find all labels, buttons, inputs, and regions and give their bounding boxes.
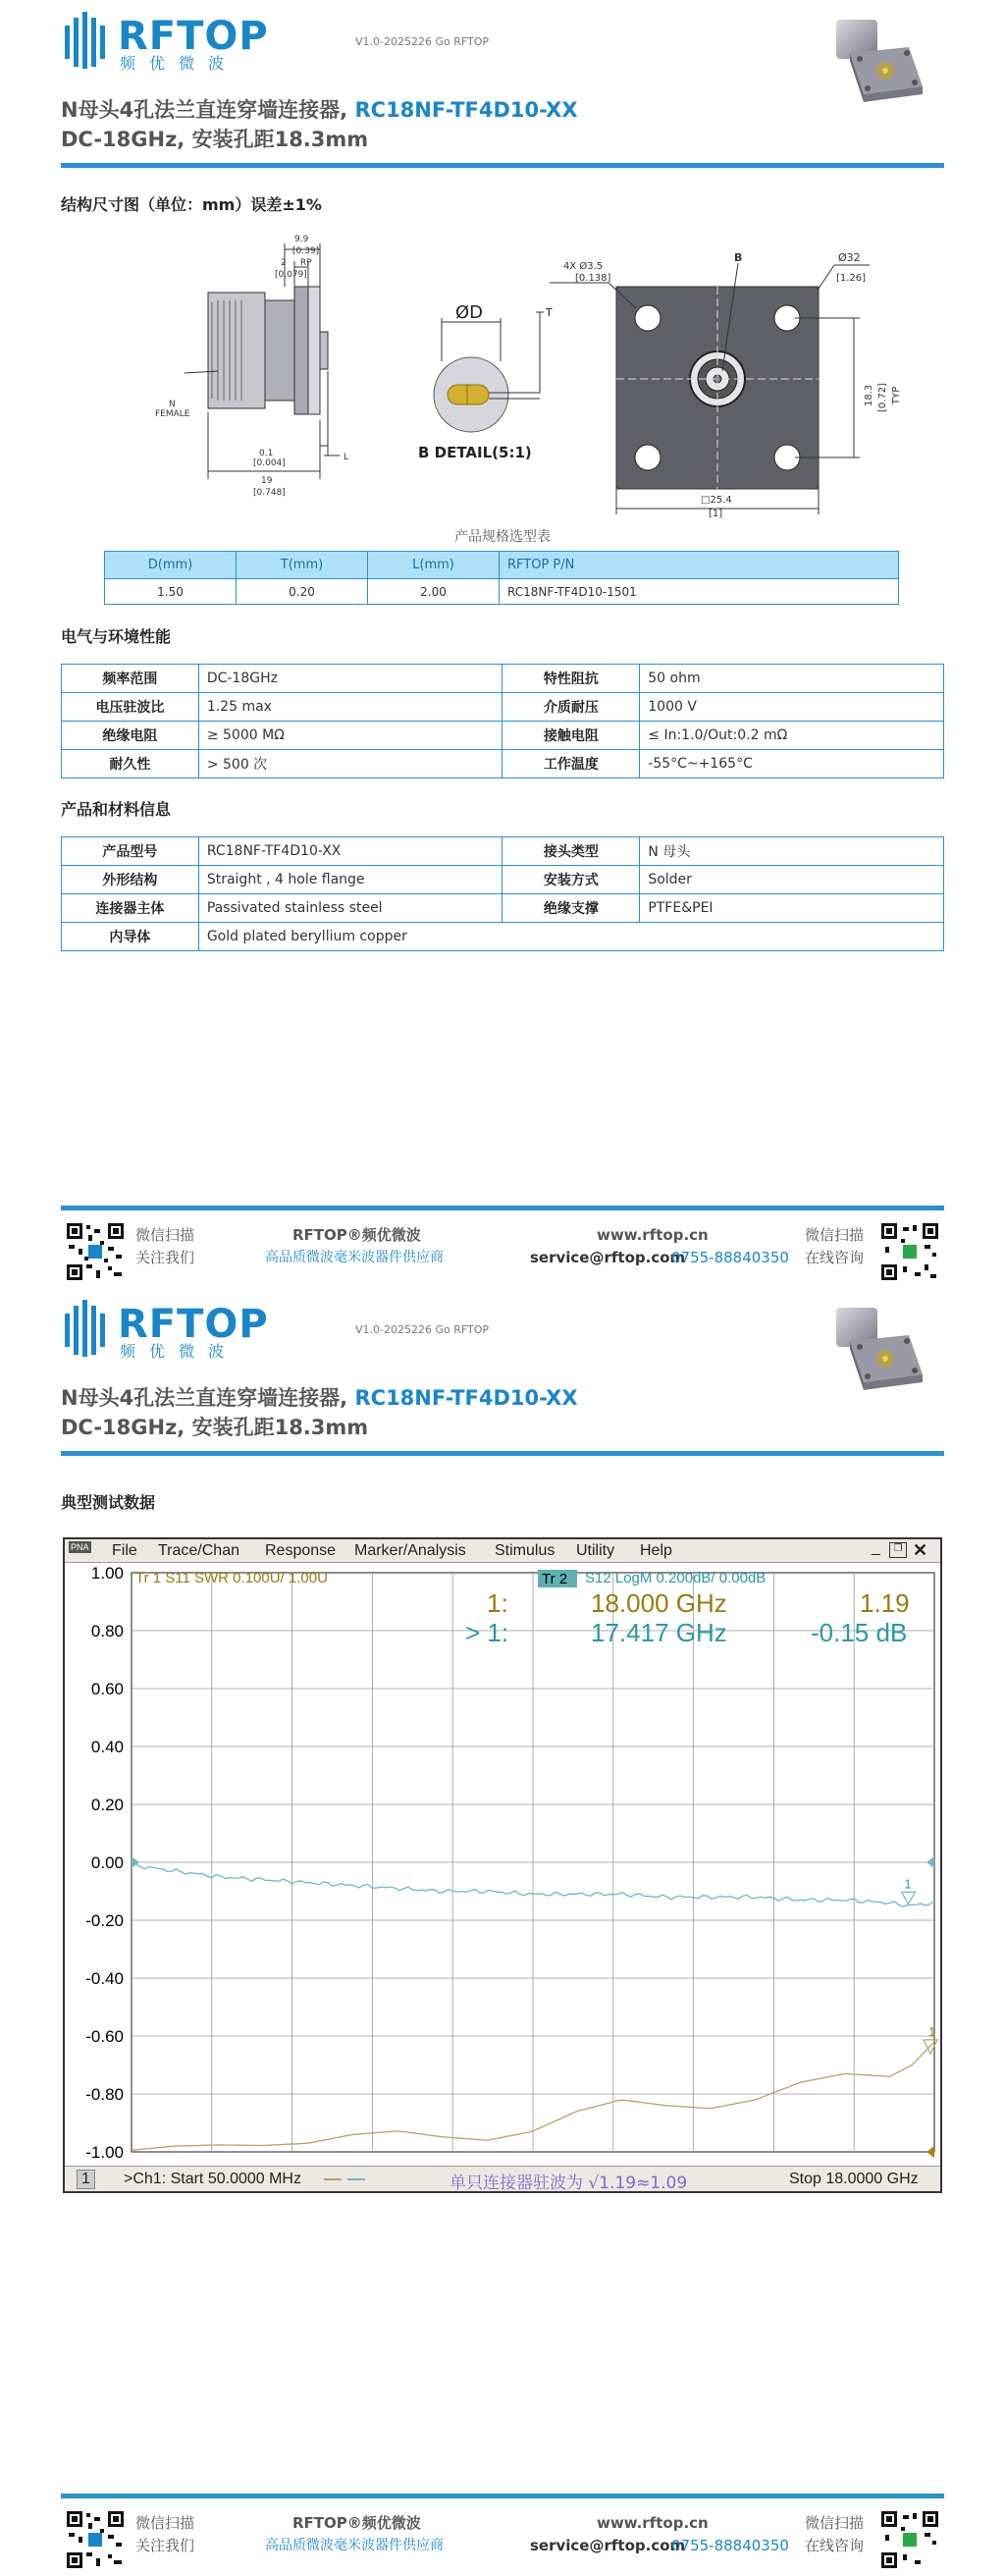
spec-value: 1000 V: [640, 693, 944, 722]
spec-value: 50 ohm: [640, 665, 944, 693]
svg-text:[0.138]: [0.138]: [575, 273, 611, 284]
svg-text:[0.72]: [0.72]: [877, 382, 888, 412]
vswr-note: 单只连接器驻波为 √1.19≈1.09: [450, 2174, 688, 2193]
table-cell: RC18NF-TF4D10-1501: [500, 579, 899, 605]
table-cell: 0.20: [237, 579, 368, 605]
spec-key: 内导体: [62, 923, 199, 951]
table-row: [62, 722, 944, 750]
y-tick-label: -0.80: [85, 2085, 124, 2104]
restore-icon[interactable]: ❐: [889, 1542, 907, 1558]
spec-value: > 500 次: [198, 750, 502, 778]
svg-text:[0.748]: [0.748]: [253, 488, 286, 498]
logo-word: RFTOP: [118, 1302, 269, 1347]
svg-text:T: T: [546, 306, 553, 319]
material-section-title: 产品和材料信息: [61, 800, 172, 819]
svg-text:2: 2: [281, 258, 287, 268]
footer-wechat-scan: 微信扫描: [135, 2514, 195, 2532]
y-tick-label: 0.60: [90, 1680, 124, 1698]
column-header: L(mm): [368, 552, 500, 579]
spec-key: 耐久性: [62, 750, 199, 778]
svg-text:19: 19: [261, 476, 273, 486]
qr-code-consult-icon: [879, 1221, 940, 1282]
vna-app-icon: PNA: [71, 1542, 89, 1552]
footer-wechat-scan-2: 微信扫描: [805, 2514, 865, 2532]
table-row: [62, 837, 944, 866]
side-view: [185, 243, 340, 479]
footer-email[interactable]: service@rftop.com: [530, 2537, 686, 2554]
spec-key: 频率范围: [62, 665, 199, 693]
trace-2-label: S12 LogM 0.200dB/ 0.00dB: [585, 1570, 767, 1586]
svg-text:4X Ø3.5: 4X Ø3.5: [563, 261, 604, 272]
spec-key: 绝缘支撑: [502, 894, 640, 923]
selection-header-row: [105, 552, 899, 579]
spec-key: 绝缘电阻: [62, 722, 199, 750]
detail-view: [418, 302, 553, 461]
svg-text:ØD: ØD: [455, 302, 484, 323]
spec-value: 1.25 max: [198, 693, 502, 722]
vna-screenshot: [63, 1537, 942, 2193]
footer-consult: 在线咨询: [805, 1249, 865, 1266]
footer-consult: 在线咨询: [805, 2537, 865, 2554]
spec-value: Straight , 4 hole flange: [198, 866, 502, 894]
page-subtitle: DC-18GHz, 安装孔距18.3mm: [61, 128, 369, 151]
material-table: [61, 836, 944, 951]
selection-caption: 产品规格选型表: [454, 529, 551, 545]
svg-text:□25.4: □25.4: [701, 495, 732, 506]
svg-text:B: B: [734, 251, 743, 264]
plot-grid: [132, 1573, 934, 2152]
table-row: [62, 923, 944, 951]
vna-status-bar: [65, 2166, 940, 2191]
marker-2-index: > 1:: [465, 1618, 509, 1647]
footer-rule: [61, 2494, 944, 2498]
spec-key: 介质耐压: [502, 693, 640, 722]
svg-text:[0.39]: [0.39]: [292, 246, 320, 256]
column-header: T(mm): [237, 552, 368, 579]
footer-phone: 0755-88840350: [671, 2537, 789, 2554]
spec-key: 接触电阻: [502, 722, 640, 750]
footer-brand: RFTOP®频优微波: [292, 1226, 421, 1244]
y-tick-labels: [85, 1564, 124, 2162]
s11-legend-swatch: [324, 2178, 342, 2180]
svg-text:B DETAIL(5:1): B DETAIL(5:1): [418, 444, 532, 461]
marker-s12-label: 1: [904, 1876, 912, 1892]
selection-table: [104, 551, 899, 605]
marker-2-value: -0.15 dB: [811, 1618, 908, 1647]
footer-email[interactable]: service@rftop.com: [530, 1249, 686, 1266]
footer-wechat-scan-2: 微信扫描: [805, 1226, 865, 1244]
vna-menu-help[interactable]: Help: [640, 1542, 672, 1559]
footer-rule: [61, 1206, 944, 1210]
logo-chinese: 频优微波: [120, 1342, 238, 1361]
spec-key: 产品型号: [62, 837, 199, 866]
footer-phone: 0755-88840350: [671, 1249, 789, 1266]
electrical-section-title: 电气与环境性能: [61, 627, 172, 646]
logo-mark-icon: [61, 12, 116, 69]
y-tick-label: 0.80: [90, 1622, 124, 1640]
vna-menu-trace[interactable]: Trace/Chan: [158, 1542, 239, 1559]
footer-follow-us: 关注我们: [135, 2537, 195, 2554]
minimize-icon[interactable]: _: [872, 1539, 880, 1556]
spec-value: DC-18GHz: [198, 665, 502, 693]
product-photo-icon: [820, 18, 928, 126]
s12-legend-swatch: [347, 2178, 365, 2180]
svg-text:[0.079]: [0.079]: [275, 270, 307, 280]
header-rule: [61, 163, 944, 168]
page-subtitle: DC-18GHz, 安装孔距18.3mm: [61, 1416, 369, 1439]
drawing-section-title: 结构尺寸图（单位：mm）误差±1%: [61, 195, 322, 214]
svg-text:[1.26]: [1.26]: [836, 273, 867, 284]
y-tick-label: -1.00: [85, 2143, 124, 2162]
y-tick-label: -0.40: [85, 1969, 124, 1988]
logo-word: RFTOP: [118, 14, 269, 59]
start-frequency: >Ch1: Start 50.0000 MHz: [124, 2171, 301, 2187]
y-tick-label: 1.00: [90, 1564, 124, 1583]
trace-1-label: Tr 1 S11 SWR 0.100U/ 1.00U: [135, 1570, 328, 1586]
table-row: [62, 665, 944, 693]
y-tick-label: 0.40: [90, 1738, 124, 1756]
column-header: D(mm): [105, 552, 237, 579]
footer-follow-us: 关注我们: [135, 1249, 195, 1266]
page-title: N母头4孔法兰直连穿墙连接器, RC18NF-TF4D10-XX: [61, 98, 578, 122]
marker-s11-label: 1: [928, 2023, 936, 2039]
marker-1-value: 1.19: [860, 1588, 910, 1618]
svg-text:Ø32: Ø32: [838, 251, 861, 264]
spec-key: 安装方式: [502, 866, 640, 894]
spec-value: Solder: [640, 866, 944, 894]
electrical-table: [61, 664, 944, 778]
table-cell: 2.00: [368, 579, 500, 605]
rftop-logo: [61, 10, 267, 71]
version-label: V1.0-2025226 Go RFTOP: [355, 35, 490, 48]
table-row: [62, 693, 944, 722]
y-tick-label: 0.00: [90, 1853, 124, 1872]
svg-text:RP: RP: [300, 258, 312, 268]
page-title: N母头4孔法兰直连穿墙连接器, RC18NF-TF4D10-XX: [61, 1386, 578, 1410]
vna-menu-bar: [65, 1539, 940, 1563]
svg-text:N: N: [169, 400, 176, 409]
spec-value: -55°C~+165°C: [640, 750, 944, 778]
marker-1-index: 1:: [487, 1588, 508, 1618]
test-section-title: 典型测试数据: [61, 1493, 156, 1512]
spec-key: 电压驻波比: [62, 693, 199, 722]
qr-code-follow-icon: [65, 1221, 126, 1282]
footer-slogan: 高品质微波毫米波器件供应商: [265, 2538, 444, 2553]
logo-chinese: 频优微波: [120, 54, 238, 73]
qr-code-consult-icon: [879, 2509, 940, 2570]
vna-menu-stimulus[interactable]: Stimulus: [495, 1542, 555, 1559]
marker-1-freq: 18.000 GHz: [591, 1588, 727, 1618]
close-icon[interactable]: ✕: [913, 1540, 928, 1560]
svg-text:18.3: 18.3: [864, 384, 874, 406]
table-row: [62, 894, 944, 923]
vna-menu-file[interactable]: File: [112, 1542, 137, 1559]
dimension-drawing: [147, 224, 952, 518]
vna-menu-marker[interactable]: Marker/Analysis: [354, 1542, 466, 1559]
spec-key: 特性阻抗: [502, 665, 640, 693]
trace-2-badge-text: Tr 2: [542, 1571, 568, 1587]
svg-text:[1]: [1]: [709, 509, 723, 518]
footer-wechat-scan: 微信扫描: [135, 1226, 195, 1244]
svg-text:FEMALE: FEMALE: [155, 409, 190, 419]
version-label: V1.0-2025226 Go RFTOP: [355, 1323, 490, 1336]
svg-text:TYP: TYP: [891, 386, 902, 404]
vna-menu-response[interactable]: Response: [265, 1542, 337, 1559]
table-row: [62, 750, 944, 778]
footer-brand: RFTOP®频优微波: [292, 2514, 421, 2532]
spec-key: 连接器主体: [62, 894, 199, 923]
spec-value: ≥ 5000 MΩ: [198, 722, 502, 750]
svg-text:L: L: [344, 453, 349, 462]
spec-value: N 母头: [640, 837, 944, 866]
header-rule: [61, 1451, 944, 1456]
stop-frequency: Stop 18.0000 GHz: [789, 2171, 919, 2187]
svg-text:[0.004]: [0.004]: [253, 458, 286, 468]
spec-value: ≤ In:1.0/Out:0.2 mΩ: [640, 722, 944, 750]
y-tick-label: -0.60: [85, 2027, 124, 2046]
column-header: RFTOP P/N: [500, 552, 899, 579]
footer-website[interactable]: www.rftop.cn: [597, 1226, 709, 1244]
table-cell: 1.50: [105, 579, 237, 605]
table-row: [105, 579, 899, 605]
svg-text:0.1: 0.1: [259, 449, 274, 458]
spec-key: 工作温度: [502, 750, 640, 778]
y-tick-label: 0.20: [90, 1796, 124, 1814]
marker-2-freq: 17.417 GHz: [591, 1618, 727, 1647]
qr-code-follow-icon: [65, 2509, 126, 2570]
spec-key: 接头类型: [502, 837, 640, 866]
spec-value: PTFE&PEI: [640, 894, 944, 923]
spec-value: Passivated stainless steel: [198, 894, 502, 923]
channel-number: 1: [77, 2170, 95, 2189]
product-photo-icon: [820, 1306, 928, 1414]
spec-value: RC18NF-TF4D10-XX: [198, 837, 502, 866]
spec-key: 外形结构: [62, 866, 199, 894]
vna-plot: [65, 1563, 940, 2166]
spec-value: Gold plated beryllium copper: [198, 923, 943, 951]
vna-menu-utility[interactable]: Utility: [576, 1542, 615, 1559]
y-tick-label: -0.20: [85, 1911, 124, 1930]
footer-slogan: 高品质微波毫米波器件供应商: [265, 1250, 444, 1265]
front-view: [550, 251, 902, 518]
logo-mark-icon: [61, 1300, 116, 1357]
rftop-logo: [61, 1298, 267, 1359]
table-row: [62, 866, 944, 894]
footer-website[interactable]: www.rftop.cn: [597, 2514, 709, 2532]
svg-text:9.9: 9.9: [294, 235, 309, 244]
